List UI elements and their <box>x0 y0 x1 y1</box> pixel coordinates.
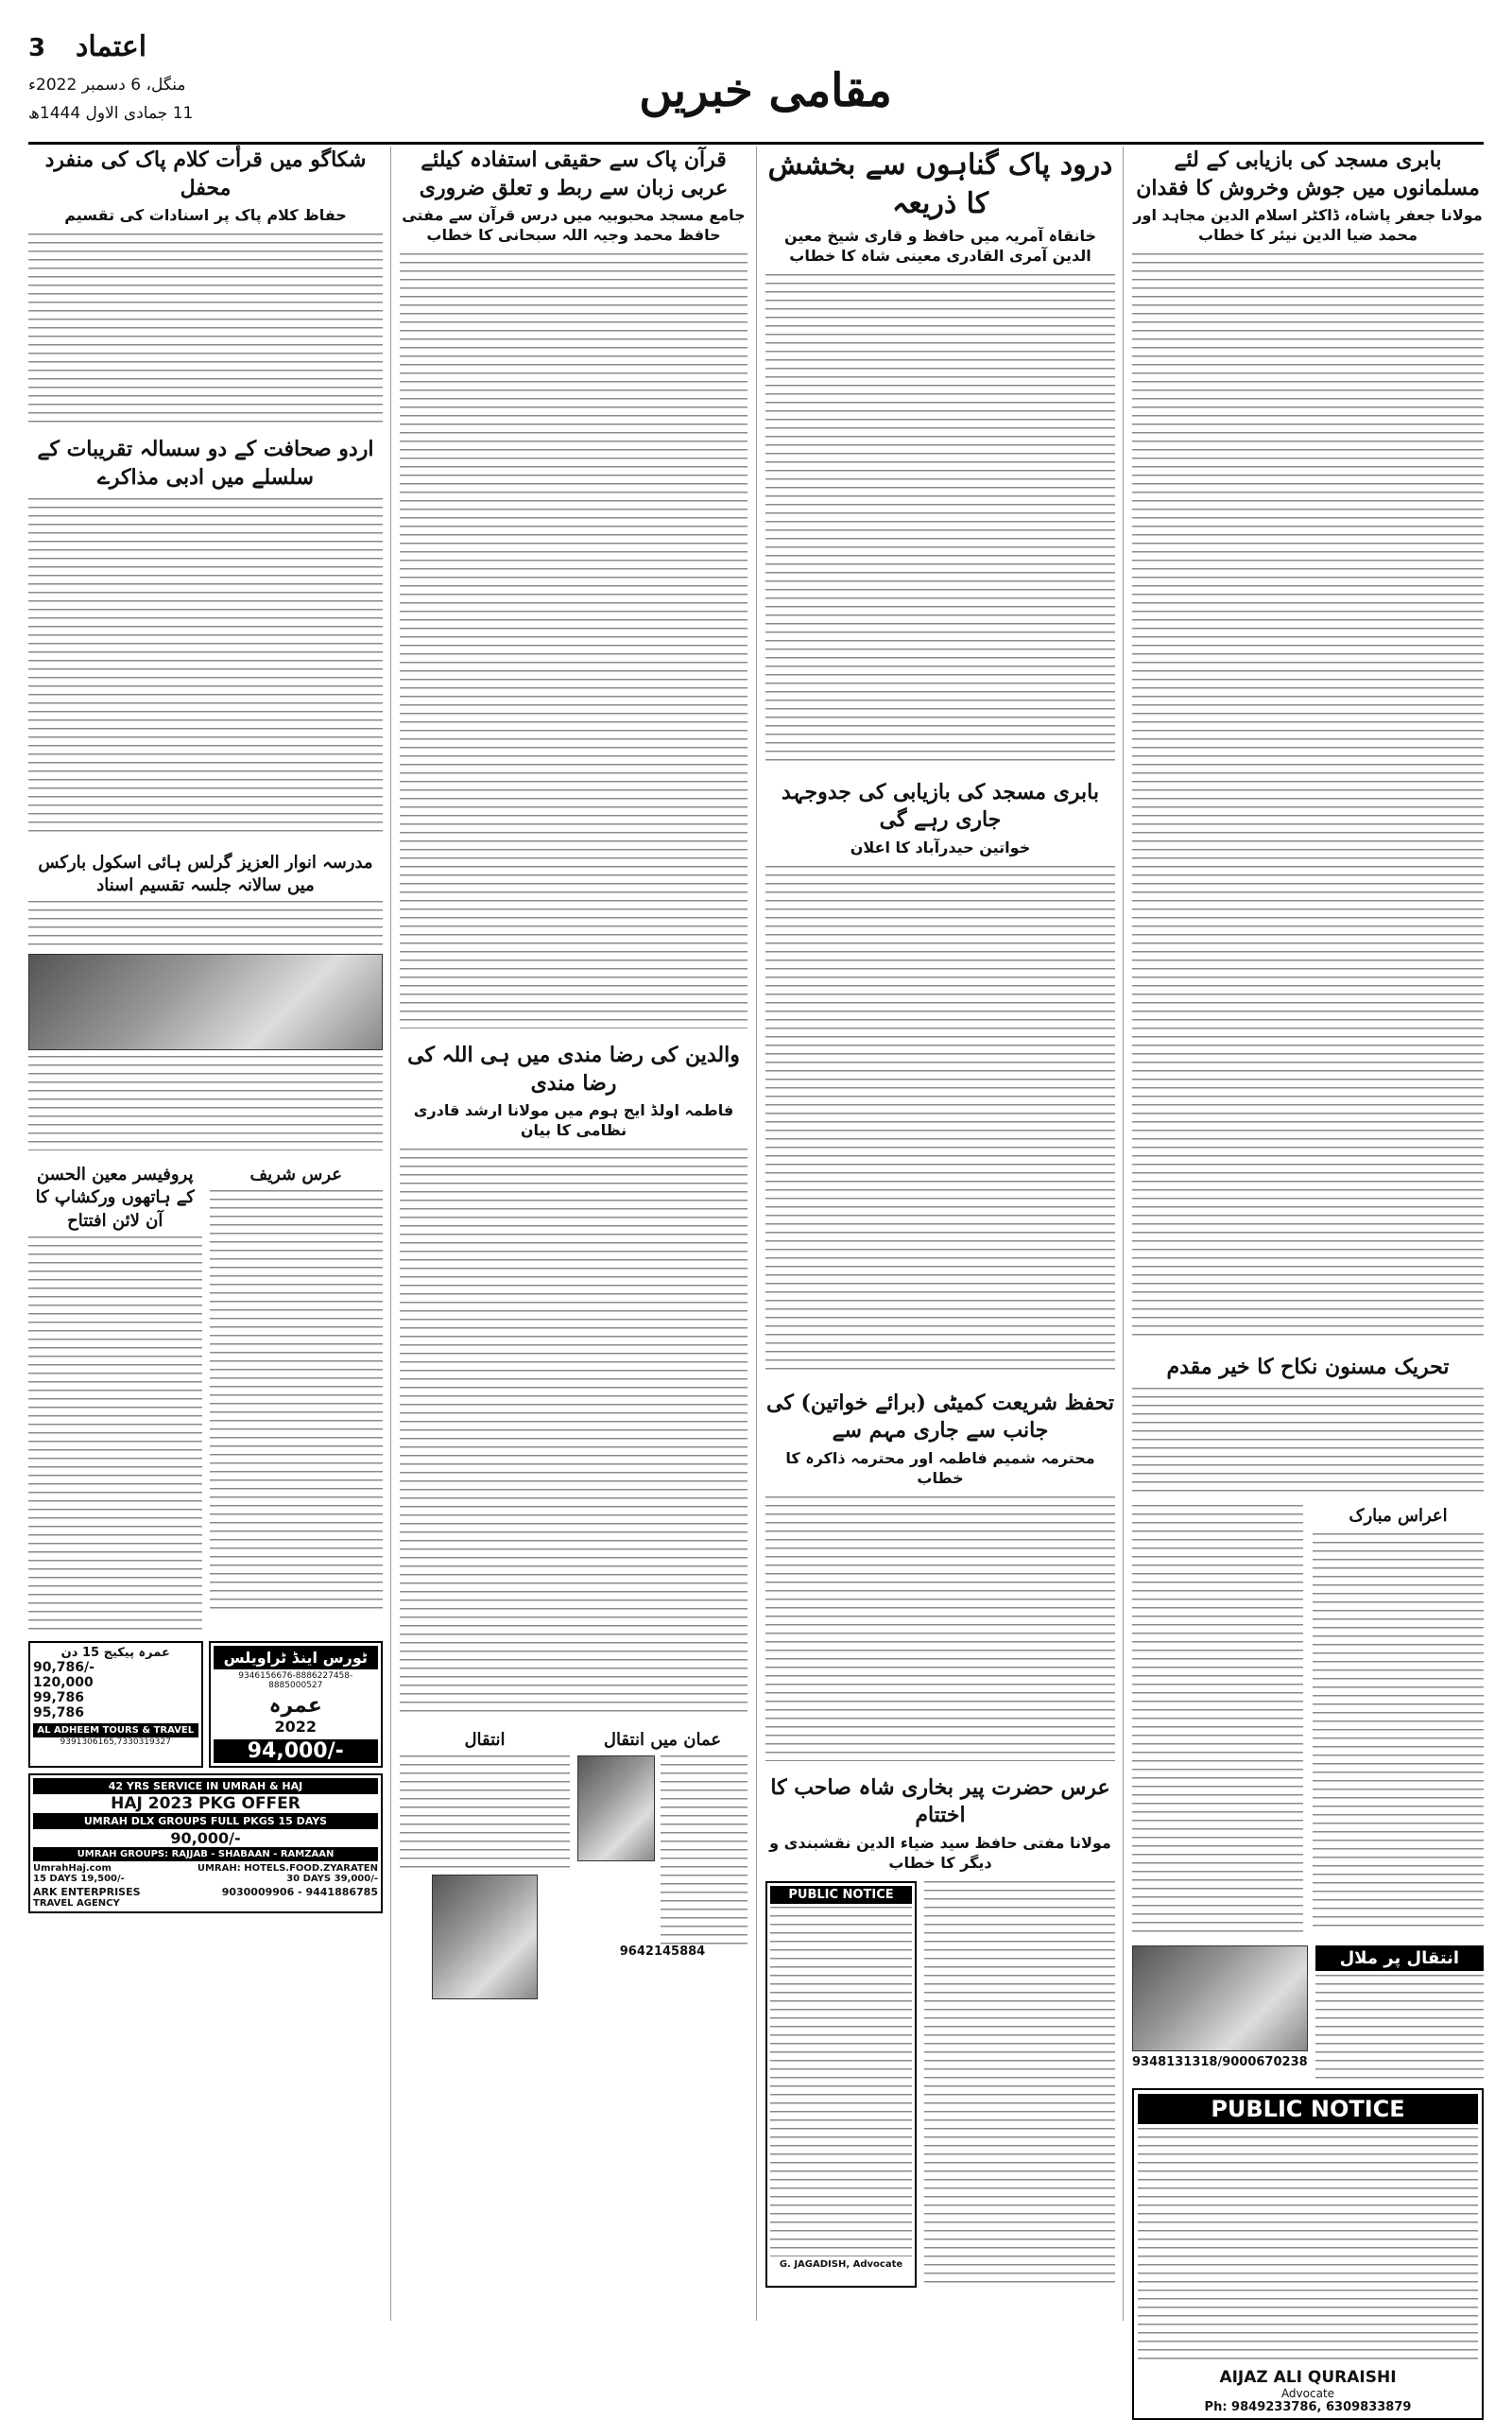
column-3 <box>400 147 747 2340</box>
ad-phone: 9391306165,7330319327 <box>60 1737 171 1748</box>
obituary-text <box>1315 1945 1484 2079</box>
ad-price: 120,000 <box>33 1675 94 1691</box>
article-body <box>924 1881 1115 2288</box>
column-1 <box>1132 147 1484 2414</box>
ad-ark-enterprises <box>28 1773 383 1913</box>
public-notice-body <box>770 1907 912 2256</box>
public-notice-body <box>1138 2128 1478 2364</box>
ad-year: 2022 <box>274 1718 318 1737</box>
column-2 <box>765 147 1115 2340</box>
article-urs-sharif <box>210 1164 384 1634</box>
article-body <box>765 274 1115 766</box>
public-notice-small <box>765 1881 917 2288</box>
article-madrasa-anwar <box>28 852 383 1151</box>
masthead-left <box>28 28 236 132</box>
subheadline: جامع مسجد محبوبیہ میں درس قرآن سے مفتی حافظ محمد وجیہ اللہ سبحانی کا خطاب <box>402 206 746 245</box>
subheadline: فاطمہ اولڈ ایج ہوم میں مولانا ارشد قادری نظامی کا بیان <box>413 1101 734 1140</box>
article-workshop <box>28 1164 202 1634</box>
ad-banner: 42 YRS SERVICE IN UMRAH & HAJ <box>33 1778 378 1794</box>
urs-peer-text <box>924 1881 1115 2288</box>
ad-company: ARK ENTERPRISES <box>33 1886 141 1899</box>
headline: تحفظ شریعت کمیٹی (برائے خواتین) کی جانب سے جاری مہم سے <box>766 1390 1114 1443</box>
ad-days-row <box>33 1874 378 1884</box>
article-body <box>28 1236 202 1634</box>
subheadline: مولانا جعفر پاشاہ، ڈاکٹر اسلام الدین مجاہد اور محمد ضیا الدین نیئر کا خطاب <box>1133 206 1483 245</box>
ad-price: 94,000/- <box>214 1739 379 1763</box>
obituary-block <box>1132 1945 1484 2079</box>
headline: اعراس مبارک <box>1349 1505 1448 1526</box>
ad-title: HAJ 2023 PKG OFFER <box>111 1794 301 1814</box>
headline: مدرسہ انوار العزیز گرلس ہائی اسکول بارکس میں سالانہ جلسہ تقسیم اسناد <box>38 852 373 895</box>
urs-column-right <box>1313 1505 1484 1932</box>
masthead <box>28 28 1484 145</box>
ad-line: UMRAH DLX GROUPS FULL PKGS 15 DAYS <box>33 1813 378 1829</box>
ad-site-row <box>33 1863 378 1874</box>
urs-and-workshop <box>28 1164 383 1634</box>
article-chicago-qirat <box>28 147 383 423</box>
article-body <box>765 866 1115 1376</box>
ad-days: 30 DAYS 39,000/- <box>286 1874 378 1885</box>
obituary-phone: 9348131318/9000670238 <box>1132 2054 1308 2069</box>
headline: درود پاک گناہوں سے بخشش کا ذریعہ <box>767 148 1113 220</box>
headline: بابری مسجد کی بازیابی کی جدوجہد جاری رہے گی <box>782 779 1099 833</box>
obituaries-row <box>400 1729 747 1999</box>
obituary-second <box>400 1729 570 1999</box>
article-body <box>28 1056 383 1150</box>
obituary-photo-wrap <box>1132 1945 1308 2079</box>
column-rule <box>756 147 757 2321</box>
ad-footer <box>33 1886 378 1898</box>
ad-phones: 9346156676-8886227458-8885000527 <box>238 1671 353 1691</box>
obituary-oman-content <box>577 1755 747 1945</box>
ad-days: 15 DAYS 19,500/- <box>33 1874 125 1885</box>
headline: اردو صحافت کے دو سسالہ تقریبات کے سلسلے میں ادبی مذاکرے <box>37 437 374 490</box>
ad-al-adheem <box>28 1641 203 1768</box>
date-hijri: 11 جمادی الاول 1444ھ <box>28 104 194 123</box>
section-title: مقامی خبریں <box>639 64 892 117</box>
article-body <box>28 901 383 948</box>
newspaper-logo: اعتماد <box>76 30 147 63</box>
headline: تحریک مسنون نکاح کا خیر مقدم <box>1166 1354 1450 1379</box>
article-body <box>765 1496 1115 1761</box>
date-gregorian: منگل، 6 دسمبر 2022ء <box>28 76 186 95</box>
article-body <box>28 498 383 838</box>
article-babri-struggle <box>765 779 1115 1376</box>
subheadline: حفاظ کلام پاک پر اسنادات کی تقسیم <box>64 206 347 225</box>
article-body <box>400 1149 747 1716</box>
article-body <box>28 233 383 423</box>
article-body <box>1132 1388 1484 1492</box>
column-rule <box>1123 147 1124 2321</box>
article-parents-consent <box>400 1042 747 1716</box>
column-rule <box>390 147 391 2321</box>
subheadline: محترمہ شمیم فاطمہ اور محترمہ ذاکرہ کا خطاب <box>785 1449 1095 1487</box>
group-photo <box>28 954 383 1050</box>
article-urdu-journalism <box>28 436 383 838</box>
public-notice <box>1132 2088 1484 2420</box>
obituary-photo <box>1132 1945 1308 2051</box>
headline: بابری مسجد کی بازیابی کے لئے مسلمانوں میں جوش وخروش کا فقدان <box>1136 147 1480 200</box>
article-urs-block <box>1132 1505 1484 1932</box>
article-quran-arabic <box>400 147 747 1028</box>
headline: عرس حضرت پیر بخاری شاہ صاحب کا اختتام <box>770 1774 1110 1828</box>
article-body <box>1132 253 1484 1340</box>
headline: شکاگو میں قرأت کلام پاک کی منفرد محفل <box>44 147 367 200</box>
ad-price: 90,786/- <box>33 1660 94 1676</box>
ad-groups: UMRAH GROUPS: RAJJAB - SHABAAN - RAMZAAN <box>33 1847 378 1861</box>
obituary-title: انتقال پر ملال <box>1315 1945 1484 1971</box>
ad-phones: 9030009906 - 9441886785 <box>221 1886 378 1899</box>
advocate-role: Advocate <box>1280 2386 1335 2400</box>
page-number: 3 <box>28 34 46 62</box>
obituary-photo <box>577 1755 655 1861</box>
article-body <box>210 1190 384 1616</box>
headline: انتقال <box>464 1729 506 1750</box>
ad-title: ٹورس اینڈ ٹراویلس <box>214 1646 379 1669</box>
obituary-oman <box>577 1729 747 1999</box>
subheadline: خواتین حیدرآباد کا اعلان <box>850 838 1031 856</box>
subheadline: مولانا مفتی حافظ سید ضیاء الدین نقشبندی و دیگر کا خطاب <box>769 1834 1111 1872</box>
ad-hotels: UMRAH: HOTELS.FOOD.ZYARATEN <box>197 1863 378 1875</box>
subheadline: خانقاہ آمریہ میں حافظ و قاری شیخ معین الدین آمری القادری معینی شاہ کا خطاب <box>783 227 1097 265</box>
ad-agency: TRAVEL AGENCY <box>33 1898 120 1910</box>
headline: والدین کی رضا مندی میں ہی اللہ کی رضا مندی <box>407 1042 740 1096</box>
advocate-name: G. JAGADISH, Advocate <box>779 2258 903 2270</box>
public-notice-title: PUBLIC NOTICE <box>770 1886 912 1904</box>
article-body <box>1313 1533 1484 1930</box>
article-durood-pak <box>765 147 1115 766</box>
ad-tours <box>209 1641 384 1768</box>
headline: عمان میں انتقال <box>603 1729 722 1750</box>
article-body <box>1132 1505 1303 1932</box>
obituary-phone: 9642145884 <box>619 1945 706 1960</box>
ad-price: 99,786 <box>33 1690 85 1706</box>
column-4 <box>28 147 383 2340</box>
obituary-photo <box>432 1875 538 1999</box>
headline: پروفیسر معین الحسن کے ہاتھوں ورکشاپ کا آن لائن افتتاح <box>35 1165 195 1231</box>
article-babri-masjid-enthusiasm <box>1132 147 1484 1340</box>
article-masnoon-nikah <box>1132 1354 1484 1492</box>
obituary-body <box>661 1755 747 1945</box>
article-urs-peer-bukhari <box>765 1774 1115 2288</box>
urs-column-left <box>1132 1505 1303 1932</box>
headline: عرس شریف <box>249 1165 343 1185</box>
ad-site: UmrahHaj.com <box>33 1863 112 1875</box>
article-body <box>400 253 747 1028</box>
advocate-phone: Ph: 9849233786, 6309833879 <box>1204 2399 1412 2414</box>
ad-umrah: عمرہ <box>268 1694 322 1719</box>
obituary-body <box>1315 1975 1484 2079</box>
ad-company: AL ADHEEM TOURS & TRAVEL <box>33 1723 198 1737</box>
advocate-name: AIJAZ ALI QURAISHI <box>1219 2367 1397 2387</box>
ad-title: عمرہ پیکیج 15 دن <box>60 1646 170 1661</box>
ad-price: 95,786 <box>33 1705 85 1721</box>
ads-row <box>28 1641 383 1768</box>
headline: قرآن پاک سے حقیقی استفادہ کیلئے عربی زبان سے ربط و تعلق ضروری <box>419 147 729 200</box>
article-tahaffuz-shariat <box>765 1390 1115 1761</box>
obituary-body <box>400 1755 570 1869</box>
urs-peer-split <box>765 1881 1115 2288</box>
public-notice-title: PUBLIC NOTICE <box>1138 2094 1478 2124</box>
ad-price: 90,000/- <box>170 1829 241 1848</box>
